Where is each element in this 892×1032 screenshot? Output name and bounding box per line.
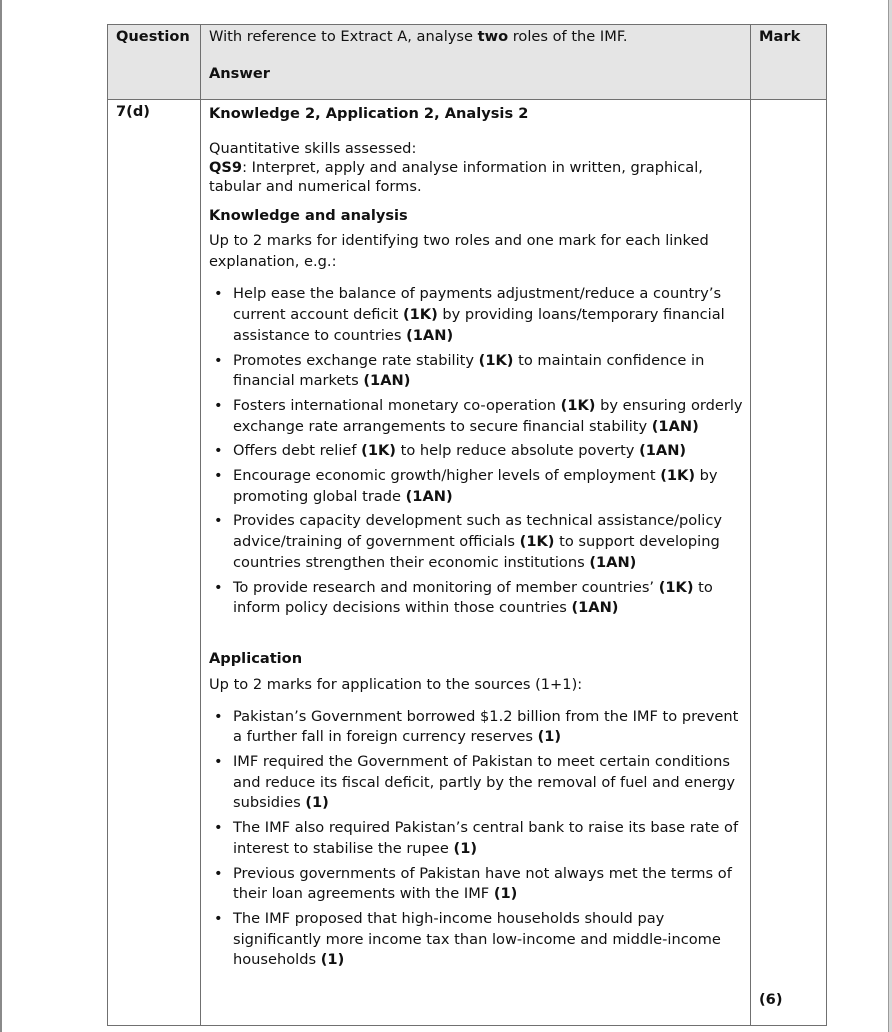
list-item: • The IMF proposed that high-income households should pay significantly more income tax than low-income and middle-income households (1) [214, 909, 721, 969]
bullet-icon: • [214, 396, 223, 414]
answer-label: Answer [209, 64, 270, 82]
bullet-icon: • [214, 442, 223, 460]
question-text: With reference to Extract A, analyse two roles of the IMF. [209, 28, 628, 45]
list-item: • Previous governments of Pakistan have not always met the terms of their loan agreements with the IMF (1) [214, 864, 732, 903]
answer-row [108, 100, 827, 1026]
bullet-icon: • [214, 753, 223, 771]
list-item: • Pakistan’s Government borrowed $1.2 billion from the IMF to prevent a further fall in foreign currency reserves (1) [214, 707, 739, 746]
mark-cell [751, 100, 827, 1026]
marks-summary: Knowledge 2, Application 2, Analysis 2 [209, 105, 529, 122]
list-item: • IMF required the Government of Pakistan to meet certain conditions and reduce its fiscal deficit, partly by the removal of fuel and energy subsidies (1) [214, 753, 736, 812]
bullet-icon: • [214, 909, 223, 927]
total-mark: (6) [759, 991, 783, 1009]
list-item: • Fosters international monetary co-operation (1K) by ensuring orderly exchange rate arrangements to secure financial stability (1AN) [214, 396, 743, 435]
knowledge-analysis-title: Knowledge and analysis [209, 206, 408, 224]
bullet-icon: • [214, 864, 223, 882]
application-intro: Up to 2 marks for application to the sources (1+1): [209, 675, 583, 693]
bullet-icon: • [214, 285, 223, 303]
application-list [209, 707, 750, 971]
page-right-edge [888, 0, 892, 1032]
header-row [108, 25, 827, 100]
bullet-icon: • [214, 819, 223, 837]
list-item: • Offers debt relief (1K) to help reduce absolute poverty (1AN) [209, 441, 750, 462]
list-item: • The IMF also required Pakistan’s central bank to raise its base rate of interest to stabilise the rupee (1) [214, 819, 739, 857]
mark-header-cell [751, 25, 827, 100]
question-text-cell [201, 25, 751, 100]
application-title: Application [209, 649, 303, 667]
bullet-icon: • [214, 512, 223, 530]
answer-cell [201, 100, 751, 1026]
list-item: • Help ease the balance of payments adjustment/reduce a country’s current account deficit (1K) by providing loans/temporary financial assistance to countries (1AN) [214, 285, 725, 344]
question-number: 7(d) [116, 103, 150, 120]
list-item: • Provides capacity development such as technical assistance/policy advice/training of government officials (1K) to support developing countries strengthen their economic institutions (1AN) [214, 512, 722, 571]
mark-header-label: Mark [759, 28, 801, 45]
question-header-cell [108, 25, 201, 100]
knowledge-analysis-list [209, 284, 750, 619]
bullet-icon: • [214, 707, 223, 725]
question-header-label: Question [116, 28, 190, 45]
bullet-icon: • [214, 467, 223, 485]
knowledge-analysis-intro: Up to 2 marks for identifying two roles and one mark for each linked explanation, e.g.: [209, 232, 709, 271]
bullet-icon: • [214, 578, 223, 596]
question-number-cell [108, 100, 201, 1026]
list-item: • Promotes exchange rate stability (1K) to maintain confidence in financial markets (1AN) [214, 351, 705, 390]
page-left-edge [0, 0, 2, 1032]
quant-skills-detail: QS9: Interpret, apply and analyse information in written, graphical, tabular and numerical forms. [209, 158, 703, 195]
list-item: • To provide research and monitoring of member countries’ (1K) to inform policy decisions within those countries (1AN) [214, 578, 713, 617]
bullet-icon: • [214, 351, 223, 369]
mark-scheme-table [107, 24, 827, 1026]
quant-skills-intro: Quantitative skills assessed: [209, 139, 417, 157]
list-item: • Encourage economic growth/higher levels of employment (1K) by promoting global trade (1AN) [214, 467, 718, 505]
